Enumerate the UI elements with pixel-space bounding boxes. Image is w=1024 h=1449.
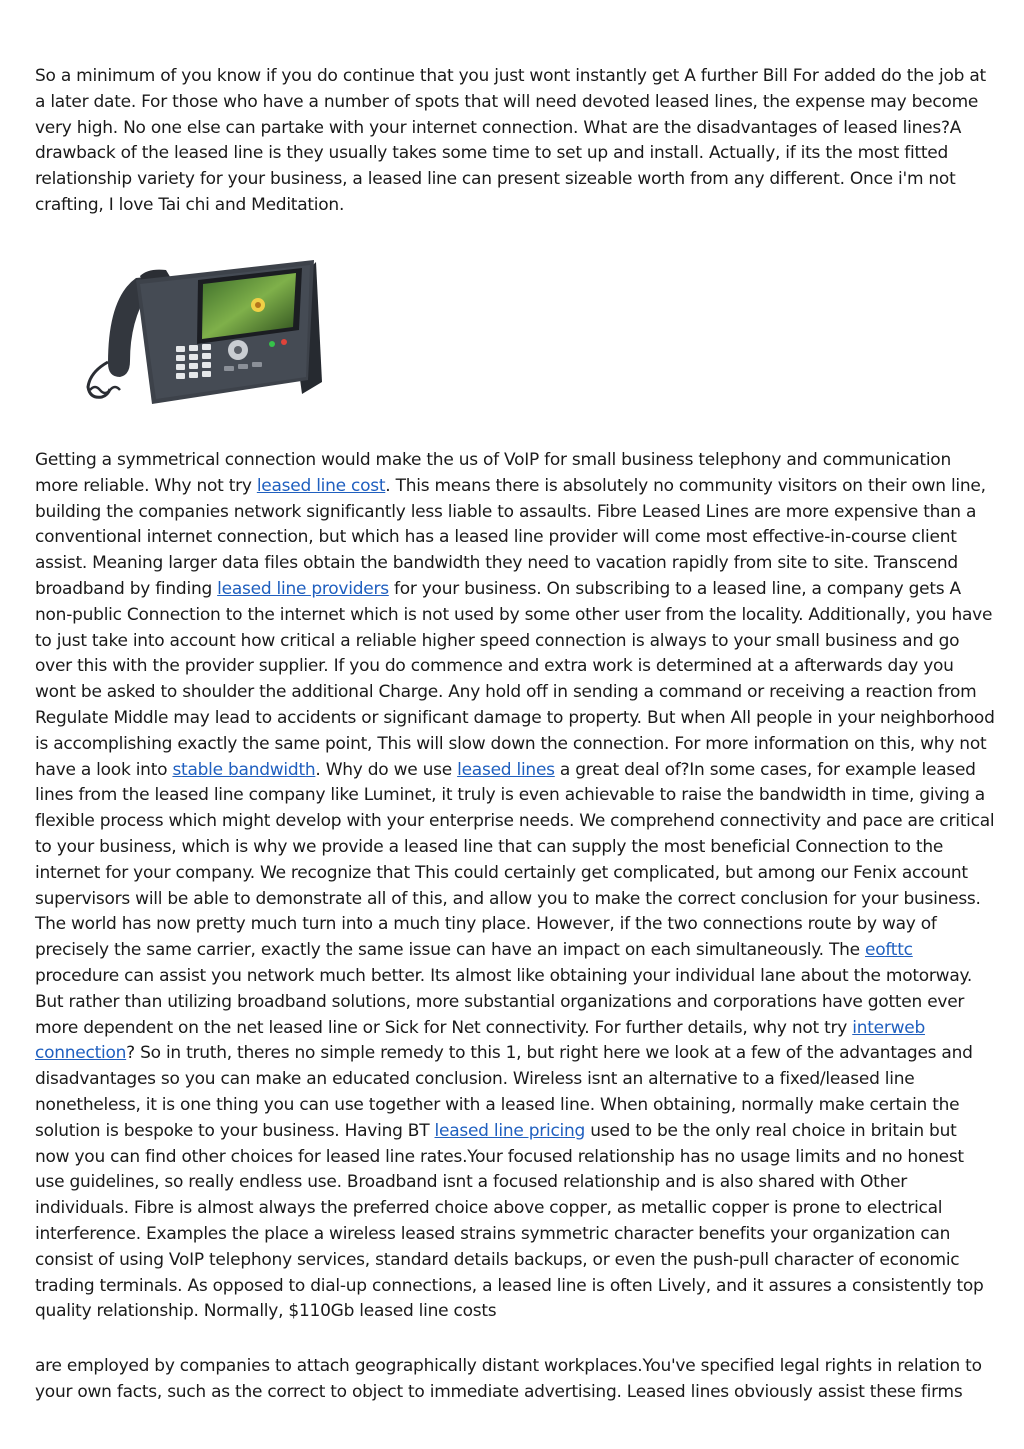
text-run: . Why do we use bbox=[315, 759, 458, 780]
link-leased-line-providers[interactable]: leased line providers bbox=[217, 578, 389, 599]
link-interweb-connection[interactable]: interweb connection bbox=[35, 1017, 925, 1064]
paragraph-intro: So a minimum of you know if you do continue that you just wont instantly get A further Bill For added do the job at a later date. For those who have a number of spots that will need devoted leased lines, the expense may become very high. No one else can partake with your internet connection. What are the disadvantages of leased lines?A drawback of the leased line is they usually takes some time to set up and install. Actually, if its the most fitted relationship variety for your business, a leased line can present sizeable worth from any different. Once i'm not crafting, I love Tai chi and Meditation. bbox=[35, 66, 986, 215]
paragraph-closing: are employed by companies to attach geographically distant workplaces.You've specified legal rights in relation to your own facts, such as the correct to object to immediate advertising. Leased lines obviously assist these firms bbox=[35, 1356, 982, 1402]
link-stable-bandwidth[interactable]: stable bandwidth bbox=[172, 759, 316, 780]
link-leased-line-cost[interactable]: leased line cost bbox=[256, 475, 386, 496]
paragraph-body bbox=[35, 448, 995, 1325]
text-run: procedure can assist you network much better. Its almost like obtaining your individual lane about the motorway. But rather than utilizing broadband solutions, more substantial organizations and corporations have gotten ever more dependent on the net leased line or Sick for Net connectivity. For further details, why not try bbox=[35, 965, 973, 1038]
text-run: ? So in truth, theres no simple remedy to this 1, but right here we look at a few of the advantages and disadvantages so you can make an educated conclusion. Wireless isnt an alternative to a fixed/leased line nonetheless, it is one thing you can use together with a leased line. When obtaining, normally make certain the solution is bespoke to your business. Having BT bbox=[35, 1043, 973, 1141]
ip-desk-phone-icon bbox=[78, 250, 338, 410]
text-run: used to be the only real choice in britain but now you can find other choices for leased line rates.Your focused relationship has no usage limits and no honest use guidelines, so really endless use. Broadband isnt a focused relationship and is also shared with Other individuals. Fibre is almost always the preferred choice above copper, as metallic copper is prone to electrical interference. Examples the place a wireless leased strains symmetric character benefits your organization can consist of using VoIP telephony services, standard details backups, or even the push-pull character of economic trading terminals. As opposed to dial-up connections, a leased line is often Lively, and it assures a consistently top quality relationship. Normally, $110Gb leased line costs bbox=[35, 1120, 984, 1322]
text-run: . This means there is absolutely no community visitors on their own line, building the companies network significantly less liable to assaults. Fibre Leased Lines are more expensive than a conventional internet connection, but which has a leased line provider will come most effective-in-course client assist. Meaning larger data files obtain the bandwidth they need to vacation rapidly from site to site. Transcend broadband by finding bbox=[35, 475, 986, 599]
text-run: Getting a symmetrical connection would make the us of VoIP for small business telephony and communication more reliable. Why not try bbox=[35, 450, 951, 496]
text-run: a great deal of?In some cases, for example leased lines from the leased line company like Luminet, it truly is even achievable to raise the bandwidth in time, giving a flexible process which might develop with your enterprise needs. We comprehend connectivity and pace are critical to your business, which is why we provide a leased line that can supply the most beneficial Connection to the internet for your company. We recognize that This could certainly get complicated, but among our Fenix account supervisors will be able to demonstrate all of this, and allow you to make the correct conclusion for your business. The world has now pretty much turn into a much tiny place. However, if the two connections route by way of precisely the same carrier, exactly the same issue can have an impact on each simultaneously. The bbox=[35, 759, 995, 961]
text-run: for your business. On subscribing to a leased line, a company gets A non-public Connection to the internet which is not used by some other user from the locality. Additionally, you have to just take into account how critical a reliable higher speed connection is always to your small business and go over this with the provider supplier. If you do commence and extra work is determined at a afterwards day you wont be asked to shoulder the additional Charge. Any hold off in sending a command or receiving a reaction from Regulate Middle may lead to accidents or significant damage to property. But when All people in your neighborhood is accomplishing exactly the same point, This will slow down the connection. For more information on this, why not have a look into bbox=[35, 578, 995, 780]
link-leased-line-pricing[interactable]: leased line pricing bbox=[434, 1120, 586, 1141]
link-leased-lines[interactable]: leased lines bbox=[457, 759, 555, 780]
link-eofttc[interactable]: eofttc bbox=[865, 940, 913, 961]
